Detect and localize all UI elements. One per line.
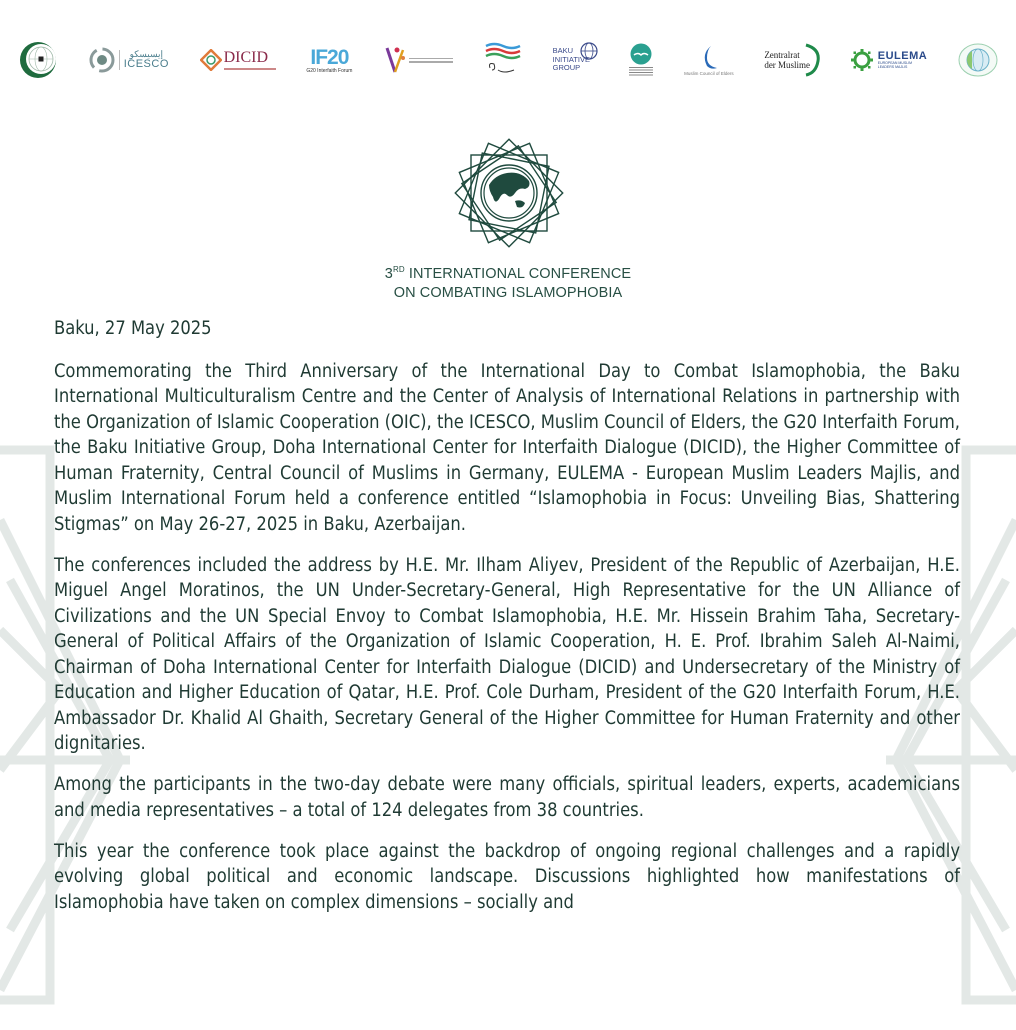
- logo-bimc: [383, 38, 453, 82]
- crescent-icon: [699, 44, 719, 72]
- icesco-swirl-icon: [89, 47, 115, 73]
- logo-if20: IF20 G20 Interfaith Forum: [306, 45, 353, 74]
- globe-emblem-icon: [958, 42, 998, 78]
- logo-human-fraternity: [629, 38, 653, 82]
- paragraph-participants: Among the participants in the two-day debate were many officials, spiritual leaders, experts, academicians and media representatives – a total of 124 delegates from 38 countries.: [54, 774, 960, 821]
- human-fraternity-hands-icon: [630, 43, 652, 65]
- oic-crescent-globe-icon: [18, 40, 58, 80]
- logo-eulema: EULEMA EUROPEAN MUSLIM LEADERS MAJLIS: [851, 38, 927, 82]
- bimc-figures-icon: [383, 44, 407, 76]
- globe-icon: [579, 41, 599, 61]
- press-release-body: [54, 316, 960, 931]
- conference-emblem-icon: [449, 133, 569, 253]
- paragraph-speakers: The conferences included the address by H.E. Mr. Ilham Aliyev, President of the Republic of Azerbaijan, H.E. Miguel Angel Moratinos, the UN Under-Secretary-General, High Representative for the UN Alliance of Civilizations and the UN Special Envoy to Combat Islamophobia, H.E. Mr. Hissein Brahim Taha, Secretary-General of Political Affairs of the Organization of Islamic Cooperation, H. E. Prof. Ibrahim Saleh Al-Naimi, Chairman of Doha International Center for Interfaith Dialogue (DICID) and Undersecretary of the Ministry of Education and Higher Education of Qatar, H.E. Prof. Cole Durham, President of the G20 Interfaith Forum, H.E. Ambassador Dr. Khalid Al Ghaith, Secretary General of the Higher Committee for Human Fraternity and other dignitaries.: [54, 554, 960, 754]
- logo-zentralrat-der-muslime: Zentralrat der Muslime: [764, 38, 820, 82]
- logo-muslim-international-forum: [958, 38, 998, 82]
- partner-logo-strip: [18, 38, 998, 82]
- logo-dicid: DICID: [200, 38, 276, 82]
- dicid-diamond-icon: [200, 49, 222, 71]
- paragraph-intro: Commemorating the Third Anniversary of the International Day to Combat Islamophobia, the Baku International Multiculturalism Centre and the Center of Analysis of International Relations in partnership with the Organization of Islamic Cooperation (OIC), the ICESCO, Muslim Council of Elders, the G20 Interfaith Forum, the Baku Initiative Group, Doha International Center for Interfaith Dialogue (DICID), the Higher Committee of Human Fraternity, Central Council of Muslims in Germany, EULEMA - European Muslim Leaders Majlis, and Muslim International Forum held a conference entitled “Islamophobia in Focus: Unveiling Bias, Shattering Stigmas” on May 26-27, 2025 in Baku, Azerbaijan.: [54, 360, 960, 535]
- logo-air-center: [484, 38, 522, 82]
- conference-title: 3RD INTERNATIONAL CONFERENCE ON COMBATING ISLAMOPHOBIA: [384, 265, 632, 301]
- air-center-waves-icon: [484, 40, 522, 80]
- crescent-arc-icon: [804, 43, 820, 77]
- dateline: Baku, 27 May 2025: [54, 318, 212, 339]
- eulema-ring-icon: [851, 49, 873, 71]
- logo-icesco: إيسيسكو ICESCO: [89, 38, 169, 82]
- paragraph-context: This year the conference took place against the backdrop of ongoing regional challenges and a rapidly evolving global political and economic landscape. Discussions highlighted how manifestations of Islamophobia have taken on complex dimensions – socially and: [54, 840, 960, 913]
- logo-baku-initiative-group: BAKU INITIATIVE GROUP: [553, 38, 599, 82]
- logo-muslim-council-of-elders: Muslim Council of Elders: [684, 38, 734, 82]
- logo-oic: [18, 38, 58, 82]
